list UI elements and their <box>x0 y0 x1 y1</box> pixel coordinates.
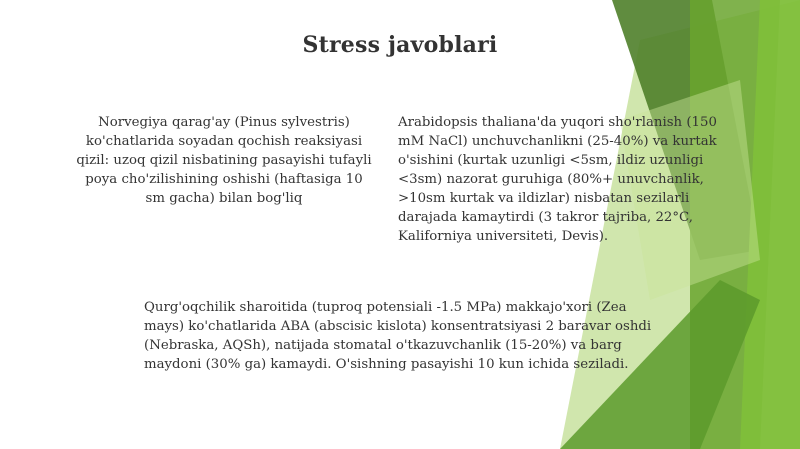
right-paragraph: Arabidopsis thaliana'da yuqori sho'rlanish (150 mM NaCl) unchuvchanlikni (25-40%) va kurtak o'sishini (kurtak uzunligi <5sm, ildiz uzunligi <3sm) nazorat guruhiga (80%+ unuvchanlik, >10sm kurtak va ildizlar) nisbatan sezilarli darajada kamaytirdi (3 takror tajriba, 22°C, Kaliforniya universiteti, Devis). <box>398 115 717 244</box>
bottom-paragraph: Qurg'oqchilik sharoitida (tuproq potensiali -1.5 MPa) makkajo'xori (Zea mays) ko'chatlarida ABA (abscisic kislota) konsentratsiyasi 2 baravar oshdi (Nebraska, AQSh), natijada stomatal o'tkazuvchanlik (15-20%) va barg maydoni (30% ga) kamaydi. O'sishning pasayishi 10 kun ichida seziladi. <box>144 300 652 372</box>
slide-title: Stress javoblari <box>302 32 498 58</box>
left-paragraph: Norvegiya qarag'ay (Pinus sylvestris) ko'chatlarida soyadan qochish reaksiyasi qizil: uzoq qizil nisbatining pasayishi tufayli poya cho'zilishining oshishi (haftasiga 10 sm gacha) bilan bog'liq <box>76 115 372 206</box>
